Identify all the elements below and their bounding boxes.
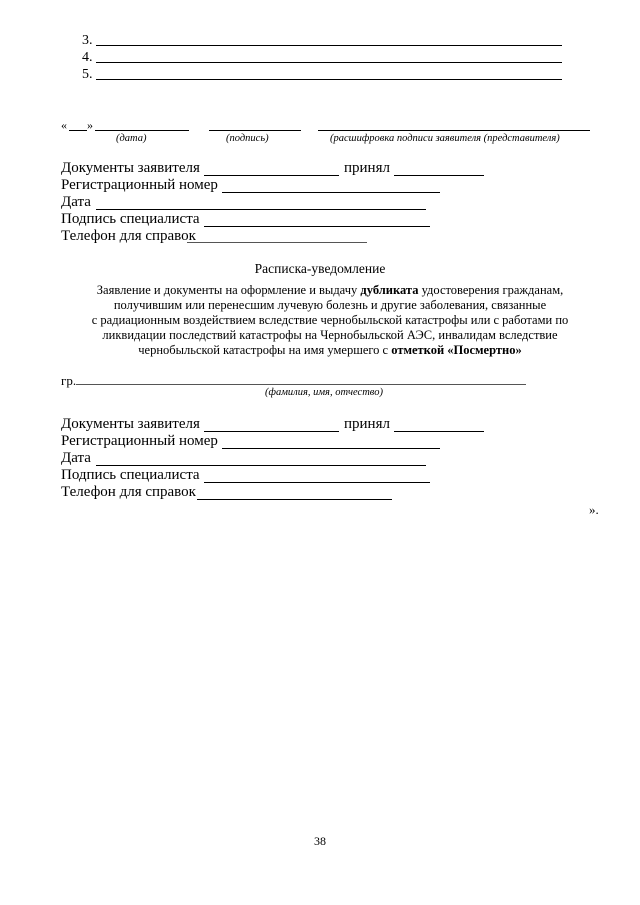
phone-label: Телефон для справок [61,484,196,500]
caption-signature: (подпись) [226,133,269,144]
day-line [69,130,87,131]
receipt-line-2: получившим или перенесшим лучевую болезнь и другие заболевания, связанные [113,298,547,312]
list-number: 3. [82,33,93,48]
fill-line [96,45,562,46]
docs-line [204,431,339,432]
phone-line [197,499,392,500]
decode-line [318,130,590,131]
reg-label: Регистрационный номер [61,177,218,193]
date-close-quote: » [87,118,93,132]
page-number: 38 [314,834,326,848]
receipt-line-4: ликвидации последствий катастрофы на Чернобыльской АЭС, инвалидам вследствие [102,328,558,342]
closing-quote: ». [589,502,599,517]
date-label: Дата [61,450,91,466]
reg-label: Регистрационный номер [61,433,218,449]
docs-line [204,175,339,176]
spec-label: Подпись специалиста [61,467,200,483]
signature-line [209,130,301,131]
receipt-line-1: Заявление и документы на оформление и выдачу дубликата удостоверения гражданам, [96,283,564,297]
accepted-line [394,431,484,432]
accepted-line [394,175,484,176]
fill-line [96,79,562,80]
receipt-line-5: чернобыльской катастрофы на имя умершего с отметкой «Посмертно» [138,343,522,357]
caption-date: (дата) [116,133,147,144]
spec-line [204,482,430,483]
caption-decode: (расшифровка подписи заявителя (представителя) [330,133,560,144]
spec-line [204,226,430,227]
list-number: 5. [82,67,93,82]
docs-label: Документы заявителя [61,160,200,176]
accepted-label: принял [344,160,390,176]
accepted-label: принял [344,416,390,432]
receipt-line-3: с радиационным воздействием вследствие чернобыльской катастрофы или с работами по [91,313,569,327]
list-number: 4. [82,50,93,65]
spec-label: Подпись специалиста [61,211,200,227]
receipt-text [60,283,600,358]
phone-label: Телефон для справок [61,228,196,244]
docs-label: Документы заявителя [61,416,200,432]
citizen-line [76,384,526,385]
fill-line [96,62,562,63]
date-field-line [96,209,426,210]
date-open-quote: « [61,118,67,132]
phone-line [187,242,367,243]
date-label: Дата [61,194,91,210]
reg-line [222,448,440,449]
receipt-title: Расписка-уведомление [254,261,386,276]
citizen-label: гр. [61,373,77,388]
reg-line [222,192,440,193]
citizen-caption: (фамилия, имя, отчество) [265,387,383,398]
date-field-line [96,465,426,466]
date-line [95,130,189,131]
